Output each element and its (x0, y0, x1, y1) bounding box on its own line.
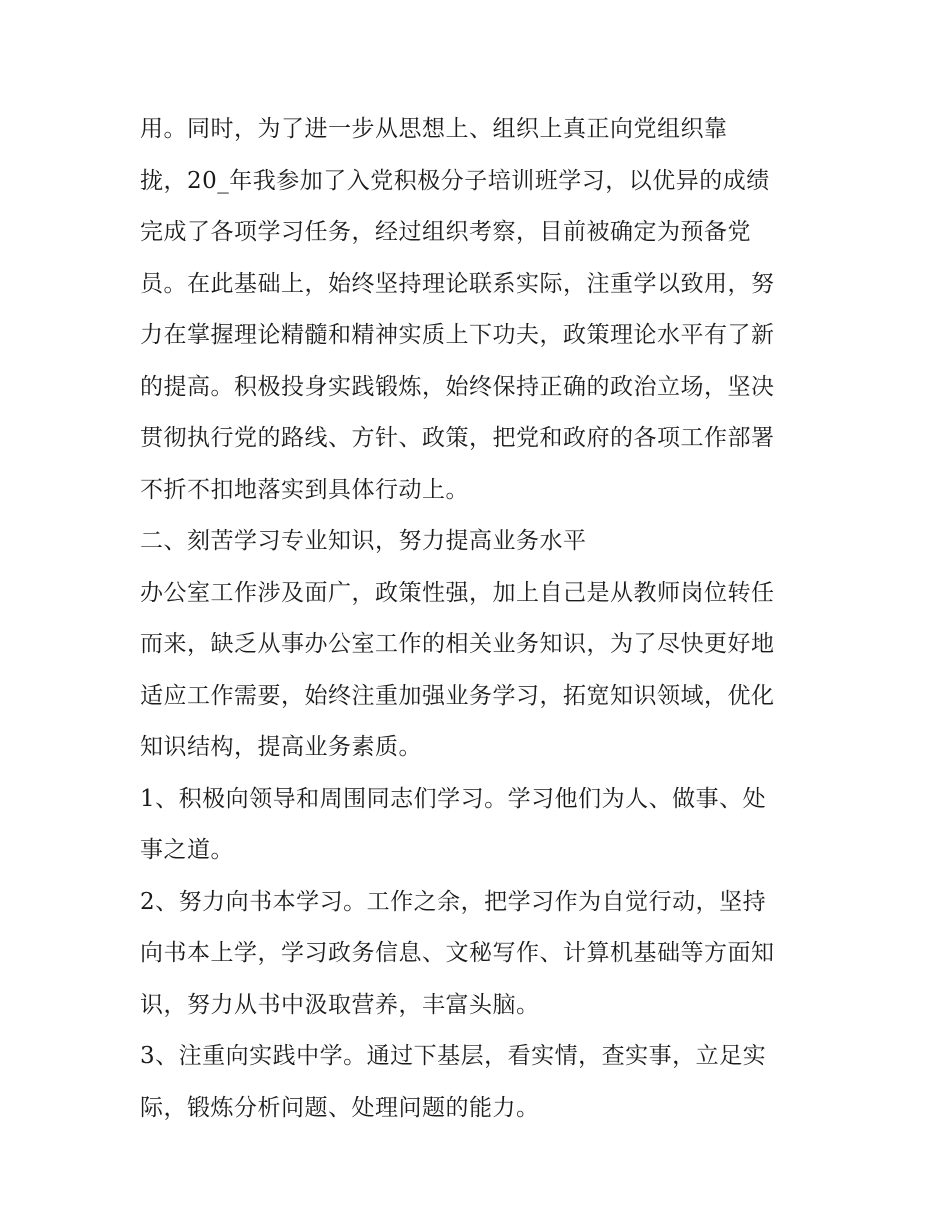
text-line: 贯彻执行党的路线、方针、政策，把党和政府的各项工作部署 (140, 425, 775, 451)
list-item-1: 1、积极向领导和周围同志们学习。学习他们为人、做事、处 (140, 785, 767, 812)
section-heading: 二、刻苦学习专业知识，努力提高业务水平 (140, 528, 587, 554)
text-line: 而来，缺乏从事办公室工作的相关业务知识，为了尽快更好地 (140, 631, 775, 657)
text-line: 向书本上学，学习政务信息、文秘写作、计算机基础等方面知 (140, 940, 775, 966)
list-item-2: 2、努力向书本学习。工作之余，把学习作为自觉行动，坚持 (140, 888, 767, 915)
text-line: 不折不扣地落实到具体行动上。 (140, 476, 469, 503)
text-line: 的提高。积极投身实践锻炼，始终保持正确的政治立场，坚决 (140, 373, 775, 400)
text-line: 事之道。 (140, 837, 234, 863)
text-line: 际，锻炼分析问题、处理问题的能力。 (140, 1094, 540, 1121)
list-item-3: 3、注重向实践中学。通过下基层，看实情，查实事，立足实 (140, 1043, 767, 1069)
document-body (140, 104, 820, 1134)
text-line: 力在掌握理论精髓和精神实质上下功夫，政策理论水平有了新 (140, 322, 775, 348)
text-line: 员。在此基础上，始终坚持理论联系实际，注重学以致用，努 (140, 270, 775, 297)
text-line: 完成了各项学习任务，经过组织考察，目前被确定为预备党 (140, 219, 751, 245)
text-line: 拢，20_年我参加了入党积极分子培训班学习，以优异的成绩 (140, 167, 770, 194)
text-line: 识，努力从书中汲取营养，丰富头脑。 (140, 991, 540, 1018)
text-line: 用。同时，为了进一步从思想上、组织上真正向党组织靠 (140, 116, 728, 142)
text-line: 适应工作需要，始终注重加强业务学习，拓宽知识领域，优化 (140, 682, 775, 709)
text-line: 知识结构，提高业务素质。 (140, 734, 422, 760)
text-line: 办公室工作涉及面广，政策性强，加上自己是从教师岗位转任 (140, 579, 775, 606)
